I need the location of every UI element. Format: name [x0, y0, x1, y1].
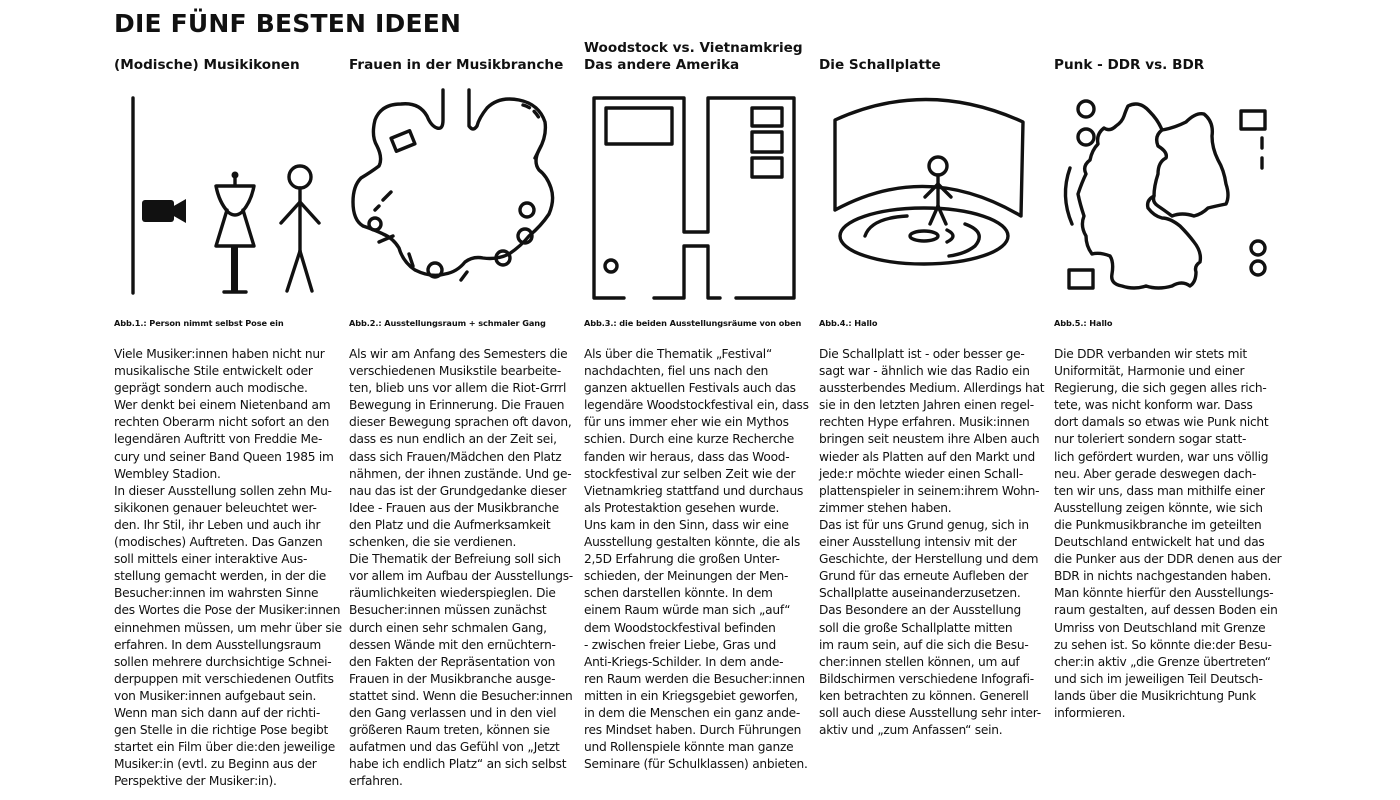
- body-text-line: startet ein Film über die:den jeweilige: [114, 740, 336, 755]
- body-text-line: dass es nun endlich an der Zeit sei,: [349, 432, 557, 447]
- body-text-line: Regierung, die sich gegen alles rich-: [1054, 381, 1267, 396]
- figure-1: [114, 86, 342, 306]
- body-text-line: Uns kam in den Sinn, dass wir eine: [584, 517, 789, 532]
- body-text-line: stockfestival zur selben Zeit wie der: [584, 466, 796, 481]
- body-text-line: (modisches) Auftreten. Das Ganzen: [114, 535, 323, 550]
- figure-caption: Abb.4.: Hallo: [819, 318, 878, 328]
- body-text-line: rechten Hype erfahren. Musik:innen: [819, 415, 1030, 430]
- body-text-line: verschiedenen Musikstile bearbeite-: [349, 364, 561, 379]
- body-text-line: Die DDR verbanden wir stets mit: [1054, 347, 1247, 361]
- room-outline: [353, 90, 553, 275]
- body-text-line: Das ist für uns Grund genug, sich in: [819, 517, 1029, 532]
- figure-5: [1054, 86, 1282, 306]
- body-text-line: einer Ausstellung intensiv mit der: [819, 535, 1017, 550]
- body-text-line: Besucher:innen im wahrsten Sinne: [114, 586, 319, 601]
- body-text-line: Frauen in der Musikbranche ausge-: [349, 671, 556, 686]
- figure-3: [584, 86, 812, 306]
- body-text-line: Uniformität, Harmonie und einer: [1054, 364, 1245, 379]
- body-text-line: in dem die Menschen ein ganz ande-: [584, 705, 801, 720]
- idea-title: [1054, 38, 1294, 74]
- body-text-line: schieden, der Meinungen der Men-: [584, 569, 789, 584]
- wall-dash: [375, 192, 391, 210]
- body-text-line: sie in den letzten Jahren einen regel-: [819, 398, 1034, 413]
- idea-title: [819, 38, 1059, 74]
- figure-caption: Abb.3.: die beiden Ausstellungsräume von oben: [584, 318, 802, 328]
- body-text-line: jede:r möchte wieder einen Schall-: [819, 466, 1023, 481]
- body-text-line: soll auch diese Ausstellung sehr inter-: [819, 705, 1041, 720]
- idea-title: [584, 38, 824, 74]
- body-text-line: ganzen aktuellen Festivals auch das: [584, 381, 796, 396]
- body-text-line: als Protestaktion gesehen wurde.: [584, 500, 780, 515]
- body-text-line: fanden wir heraus, dass das Wood-: [584, 449, 790, 464]
- body-text-line: Bildschirmen verschiedene Infografi-: [819, 671, 1034, 686]
- body-text-line: cury und seiner Band Queen 1985 im: [114, 449, 334, 464]
- idea-column-punk: [1054, 0, 1282, 800]
- body-text-line: zu sehen ist. So könnte die:der Besu-: [1054, 637, 1272, 652]
- body-text-line: Die Schallplatt ist - oder besser ge-: [819, 347, 1025, 361]
- idea-title-line: (Modische) Musikikonen: [114, 57, 300, 73]
- body-text-line: und sich im jeweiligen Teil Deutsch-: [1054, 671, 1263, 686]
- display-rect: [1069, 270, 1093, 288]
- body-text-line: legendäre Woodstockfestival ein, dass: [584, 398, 809, 413]
- record-stage-person-icon: [819, 86, 1047, 306]
- body-text-line: nur toleriert sondern sogar statt-: [1054, 432, 1247, 447]
- left-room-outline: [594, 98, 794, 298]
- exhibit-circle: [1078, 129, 1094, 145]
- body-text-line: In dieser Ausstellung sollen zehn Mu-: [114, 483, 332, 498]
- body-text-line: die Punker aus der DDR denen aus der: [1054, 552, 1282, 567]
- body-text-line: dem Woodstockfestival befinden: [584, 620, 776, 635]
- exhibit-circle: [1251, 241, 1265, 255]
- display-box: [391, 131, 415, 151]
- exhibit-circle: [1078, 101, 1094, 117]
- wall-dash: [461, 272, 467, 280]
- body-text-line: ren Raum werden die Besucher:innen: [584, 671, 805, 686]
- body-text-line: schien. Durch eine kurze Recherche: [584, 432, 794, 447]
- body-text-line: habe ich endlich Platz“ an sich selbst: [349, 757, 567, 772]
- body-text-line: ten wir uns, dass man mithilfe einer: [1054, 483, 1265, 498]
- body-text-line: legendären Auftritt von Freddie Me-: [114, 432, 323, 447]
- curved-wall: [1065, 168, 1072, 224]
- body-text-line: BDR in nichts nachgestanden haben.: [1054, 569, 1272, 584]
- body-text-line: sagt war - ähnlich wie das Radio ein: [819, 364, 1030, 379]
- exhibit-circle: [1251, 261, 1265, 275]
- body-text-line: gen Stelle in die richtige Pose begibt: [114, 723, 329, 738]
- body-text-line: Als wir am Anfang des Semesters die: [349, 347, 568, 361]
- body-text-line: erfahren. In dem Ausstellungsraum: [114, 637, 322, 652]
- body-text-line: einnehmen müssen, um mehr über sie: [114, 620, 342, 635]
- germany-outline-west: [1078, 104, 1200, 288]
- body-text-line: Als über die Thematik „Festival“: [584, 347, 773, 361]
- body-text-line: Wer denkt bei einem Nietenband am: [114, 398, 331, 413]
- body-text-line: Umriss von Deutschland mit Grenze: [1054, 620, 1266, 635]
- body-text-line: den Platz und die Aufmerksamkeit: [349, 517, 551, 532]
- exhibit-circle: [520, 203, 534, 217]
- body-text-line: rechten Oberarm nicht sofort an den: [114, 415, 330, 430]
- body-text-line: lands über die Musikrichtung Punk: [1054, 688, 1256, 703]
- body-text-line: Viele Musiker:innen haben nicht nur: [114, 347, 325, 361]
- body-text-line: Ausstellung gestalten könnte, die als: [584, 535, 800, 550]
- body-text-line: einem Raum würde man sich „auf“: [584, 603, 791, 618]
- body-text-line: die Punkmusikbranche im geteilten: [1054, 517, 1262, 532]
- body-text-line: ken betrachten zu können. Generell: [819, 688, 1029, 703]
- body-text-line: größeren Raum treten, können sie: [349, 723, 550, 738]
- body-text-line: Seminare (für Schulklassen) anbieten.: [584, 757, 808, 772]
- body-text-line: Ausstellung zeigen könnte, wie sich: [1054, 500, 1263, 515]
- figure-2: [349, 86, 577, 306]
- body-text-line: Schallplatte auseinanderzusetzen.: [819, 586, 1021, 601]
- idea-title-line: Punk - DDR vs. BDR: [1054, 57, 1205, 73]
- body-text-line: tete, was nicht konform war. Dass: [1054, 398, 1253, 413]
- stage-rect: [606, 108, 672, 144]
- curved-screen: [835, 99, 1023, 216]
- idea-body-text: [349, 346, 589, 790]
- figure-caption: Abb.5.: Hallo: [1054, 318, 1113, 328]
- body-text-line: aufatmen und das Gefühl von „Jetzt: [349, 740, 560, 755]
- body-text-line: cher:in aktiv „die Grenze übertreten“: [1054, 654, 1271, 669]
- body-text-line: Wembley Stadion.: [114, 466, 221, 481]
- body-text-line: stattet sind. Wenn die Besucher:innen: [349, 688, 573, 703]
- body-text-line: zimmer stehen haben.: [819, 500, 952, 515]
- body-text-line: bringen seit neustem ihre Alben auch: [819, 432, 1040, 447]
- idea-body-text: [1054, 346, 1294, 722]
- body-text-line: mitten in ein Kriegsgebiet geworfen,: [584, 688, 798, 703]
- body-text-line: sikikonen genauer beleuchtet wer-: [114, 500, 317, 515]
- body-text-line: informieren.: [1054, 705, 1126, 720]
- wall-camera-mannequin-person-icon: [114, 86, 342, 306]
- body-text-line: Grund für das erneute Aufleben der: [819, 569, 1029, 584]
- body-text-line: Man könnte hierfür den Ausstellungs-: [1054, 586, 1274, 601]
- body-text-line: schen darstellen könnte. In dem: [584, 586, 773, 601]
- body-text-line: den. Ihr Stil, ihr Leben und auch ihr: [114, 517, 321, 532]
- idea-title: [114, 38, 354, 74]
- body-text-line: geprägt sondern auch modische.: [114, 381, 308, 396]
- body-text-line: plattenspieler in seinem:ihrem Wohn-: [819, 483, 1040, 498]
- video-camera-icon: [142, 199, 186, 223]
- wall-dash: [523, 105, 541, 122]
- idea-column-schallplatte: [819, 0, 1047, 800]
- figure-caption: Abb.2.: Ausstellungsraum + schmaler Gang: [349, 318, 546, 328]
- body-text-line: aktiv und „zum Anfassen“ sein.: [819, 723, 1003, 738]
- body-text-line: für uns immer eher wie ein Mythos: [584, 415, 789, 430]
- body-text-line: nachdachten, fiel uns nach den: [584, 364, 769, 379]
- body-text-line: sollen mehrere durchsichtige Schnei-: [114, 654, 332, 669]
- idea-title-line: Die Schallplatte: [819, 57, 941, 73]
- body-text-line: Bewegung in Erinnerung. Die Frauen: [349, 398, 565, 413]
- body-text-line: derpuppen mit verschiedenen Outfits: [114, 671, 334, 686]
- body-text-line: raum gestalten, auf dessen Boden ein: [1054, 603, 1278, 618]
- body-text-line: von Musiker:innen aufgebaut sein.: [114, 688, 317, 703]
- two-rooms-floorplan-icon: [584, 86, 812, 306]
- figure-4: [819, 86, 1047, 306]
- body-text-line: Das Besondere an der Ausstellung: [819, 603, 1021, 618]
- body-text-line: dass sich Frauen/Mädchen den Platz: [349, 449, 562, 464]
- body-text-line: des Wortes die Pose der Musiker:innen: [114, 603, 341, 618]
- body-text-line: nau das ist der Grundgedanke dieser: [349, 483, 567, 498]
- exhibition-room-floorplan-icon: [349, 86, 577, 306]
- body-text-line: Geschichte, der Herstellung und dem: [819, 552, 1039, 567]
- body-text-line: schenken, die sie verdienen.: [349, 535, 517, 550]
- body-text-line: ten, blieb uns vor allem die Riot-Grrrl: [349, 381, 567, 396]
- idea-column-woodstock: [584, 0, 812, 800]
- page-title: DIE FÜNF BESTEN IDEEN: [114, 9, 462, 38]
- body-text-line: wieder als Platten auf den Markt und: [819, 449, 1035, 464]
- body-text-line: lich gefördert wurden, war uns völlig: [1054, 449, 1269, 464]
- body-text-line: Anti-Kriegs-Schilder. In dem ande-: [584, 654, 784, 669]
- body-text-line: durch einen sehr schmalen Gang,: [349, 620, 547, 635]
- record-disc: [840, 208, 1008, 264]
- body-text-line: Musiker:in (evtl. zu Beginn aus der: [114, 757, 317, 772]
- body-text-line: nähmen, der ihnen zustände. Und ge-: [349, 466, 572, 481]
- idea-column-frauen: [349, 0, 577, 800]
- body-text-line: erfahren.: [349, 774, 403, 789]
- body-text-line: soll die große Schallplatte mitten: [819, 620, 1013, 635]
- exhibit-circle: [369, 218, 381, 230]
- stick-figure-icon: [925, 157, 951, 224]
- idea-title-line: Das andere Amerika: [584, 57, 740, 73]
- figure-caption: Abb.1.: Person nimmt selbst Pose ein: [114, 318, 284, 328]
- body-text-line: Die Thematik der Befreiung soll sich: [349, 552, 561, 567]
- body-text-line: dort damals so etwas wie Punk nicht: [1054, 415, 1269, 430]
- display-rect: [1241, 111, 1265, 129]
- display-rect: [752, 132, 782, 152]
- stick-figure-icon: [281, 166, 319, 291]
- body-text-line: den Fakten der Repräsentation von: [349, 654, 556, 669]
- body-text-line: dieser Bewegung sprachen oft davon,: [349, 415, 572, 430]
- body-text-line: Perspektive der Musiker:in).: [114, 774, 277, 789]
- idea-title-line: Woodstock vs. Vietnamkrieg: [584, 40, 803, 56]
- body-text-line: res Mindset haben. Durch Führungen: [584, 723, 802, 738]
- body-text-line: stellung gemacht werden, in der die: [114, 569, 327, 584]
- body-text-line: musikalische Stile entwickelt oder: [114, 364, 313, 379]
- body-text-line: den Gang verlassen und in den viel: [349, 705, 557, 720]
- idea-column-musikikonen: [114, 0, 342, 800]
- idea-title-line: Frauen in der Musikbranche: [349, 57, 564, 73]
- exhibit-circle: [605, 260, 617, 272]
- display-rect: [752, 108, 782, 126]
- body-text-line: dessen Wände mit den ernüchtern-: [349, 637, 556, 652]
- mannequin-icon: [216, 172, 254, 293]
- idea-body-text: [819, 346, 1059, 739]
- body-text-line: Besucher:innen müssen zunächst: [349, 603, 547, 618]
- body-text-line: 2,5D Erfahrung die großen Unter-: [584, 552, 780, 567]
- body-text-line: Deutschland entwickelt hat und das: [1054, 535, 1265, 550]
- display-rect: [752, 158, 782, 177]
- body-text-line: - zwischen freier Liebe, Gras und: [584, 637, 776, 652]
- body-text-line: neu. Aber gerade deswegen dach-: [1054, 466, 1257, 481]
- germany-map-border-icon: [1054, 86, 1282, 306]
- germany-outline-east: [1154, 114, 1229, 216]
- idea-body-text: [584, 346, 824, 773]
- idea-body-text: [114, 346, 354, 790]
- body-text-line: Vietnamkrieg stattfand und durchaus: [584, 483, 804, 498]
- body-text-line: aussterbendes Medium. Allerdings hat: [819, 381, 1045, 396]
- body-text-line: Wenn man sich dann auf der richti-: [114, 705, 321, 720]
- body-text-line: Idee - Frauen aus der Musikbranche: [349, 500, 559, 515]
- body-text-line: soll mittels einer interaktive Aus-: [114, 552, 308, 567]
- body-text-line: und Rollenspiele könnte man ganze: [584, 740, 794, 755]
- body-text-line: vor allem im Aufbau der Ausstellungs-: [349, 569, 573, 584]
- idea-title: [349, 38, 589, 74]
- body-text-line: im raum sein, auf die sich die Besu-: [819, 637, 1029, 652]
- body-text-line: räumlichkeiten wiederspieglen. Die: [349, 586, 556, 601]
- body-text-line: cher:innen stellen können, um auf: [819, 654, 1020, 669]
